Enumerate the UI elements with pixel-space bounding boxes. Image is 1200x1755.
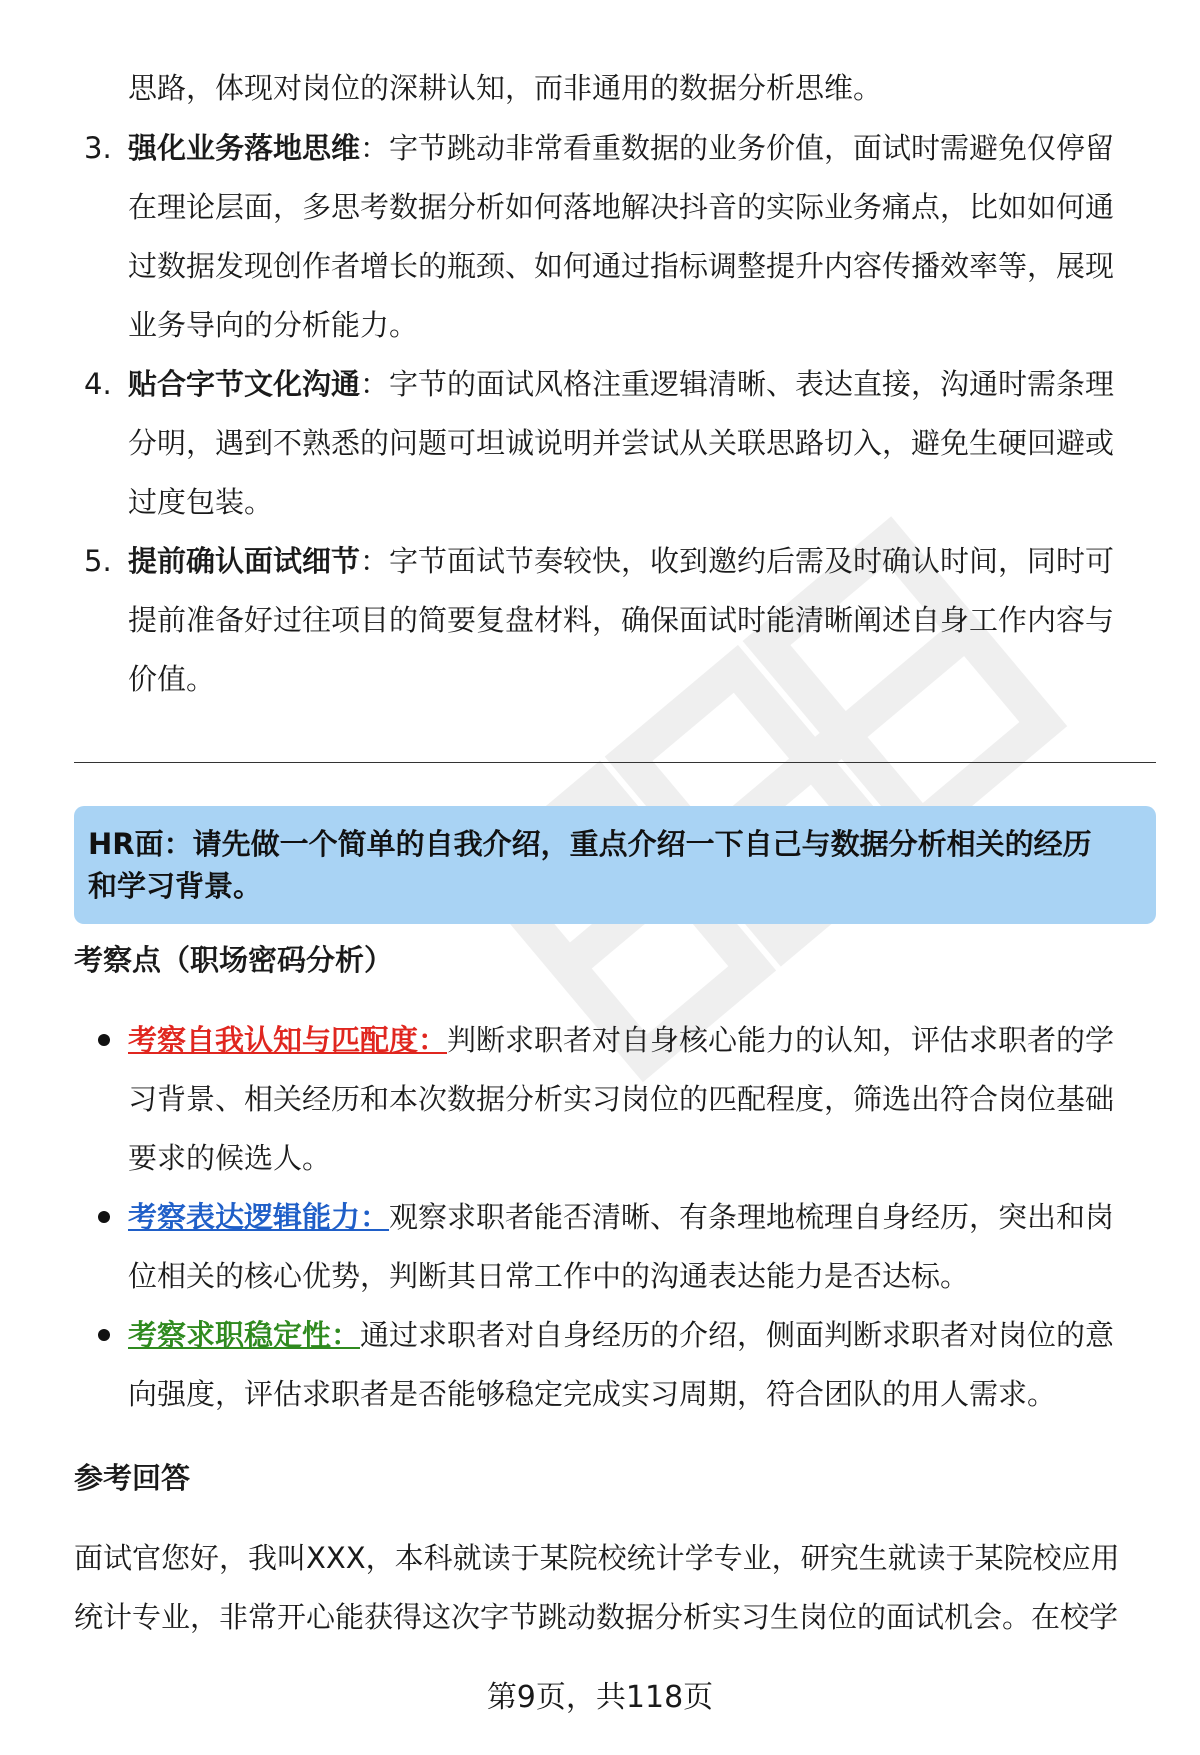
list-item-line: 过度包装。 — [128, 485, 274, 519]
list-item-line: 强化业务落地思维：字节跳动非常看重数据的业务价值，面试时需避免仅停留 — [128, 131, 1115, 165]
bullet-keyword: 考察表达逻辑能力： — [128, 1200, 390, 1234]
bullet-line: 向强度，评估求职者是否能够稳定完成实习周期，符合团队的用人需求。 — [128, 1377, 1057, 1411]
bullet-dot — [98, 1034, 110, 1046]
list-number: 4. — [84, 367, 112, 401]
list-item-line: 过数据发现创作者增长的瓶颈、如何通过指标调整提升内容传播效率等，展现 — [128, 249, 1115, 283]
bullet-dot — [98, 1329, 110, 1341]
question-line: 和学习背景。 — [88, 869, 263, 903]
list-item-title: 强化业务落地思维 — [128, 131, 361, 165]
bullet-keyword: 考察求职稳定性： — [128, 1318, 361, 1352]
list-item-line: 提前确认面试细节：字节面试节奏较快，收到邀约后需及时确认时间，同时可 — [128, 544, 1115, 578]
bullet-dot — [98, 1211, 110, 1223]
assessment-heading: 考察点（职场密码分析） — [74, 943, 394, 977]
continuation-text: 思路，体现对岗位的深耕认知，而非通用的数据分析思维。 — [128, 71, 883, 105]
list-item-line: 业务导向的分析能力。 — [128, 308, 419, 342]
page-footer: 第9页，共118页 — [486, 1680, 714, 1715]
bullet-line: 考察自我认知与匹配度：判断求职者对自身核心能力的认知，评估求职者的学 — [128, 1023, 1115, 1057]
question-line: HR面：请先做一个简单的自我介绍，重点介绍一下自己与数据分析相关的经历 — [88, 827, 1092, 861]
bullet-line: 考察表达逻辑能力：观察求职者能否清晰、有条理地梳理自身经历，突出和岗 — [128, 1200, 1115, 1234]
list-item-line: 在理论层面，多思考数据分析如何落地解决抖音的实际业务痛点，比如如何通 — [128, 190, 1115, 224]
reference-line: 面试官您好，我叫XXX，本科就读于某院校统计学专业，研究生就读于某院校应用 — [74, 1541, 1120, 1575]
reference-heading: 参考回答 — [74, 1461, 191, 1495]
bullet-line: 习背景、相关经历和本次数据分析实习岗位的匹配程度，筛选出符合岗位基础 — [128, 1082, 1115, 1116]
list-item-line: 提前准备好过往项目的简要复盘材料，确保面试时能清晰阐述自身工作内容与 — [128, 603, 1115, 637]
bullet-line: 要求的候选人。 — [128, 1141, 332, 1175]
list-item-title: 贴合字节文化沟通 — [128, 367, 361, 401]
reference-line: 统计专业，非常开心能获得这次字节跳动数据分析实习生岗位的面试机会。在校学 — [74, 1600, 1119, 1634]
question-box — [74, 806, 1156, 924]
list-number: 3. — [84, 131, 112, 165]
list-item-line: 贴合字节文化沟通：字节的面试风格注重逻辑清晰、表达直接，沟通时需条理 — [128, 367, 1115, 401]
list-item-line: 分明，遇到不熟悉的问题可坦诚说明并尝试从关联思路切入，避免生硬回避或 — [128, 426, 1115, 460]
list-item-line: 价值。 — [128, 662, 216, 696]
list-number: 5. — [84, 544, 112, 578]
bullet-line: 考察求职稳定性：通过求职者对自身经历的介绍，侧面判断求职者对岗位的意 — [128, 1318, 1115, 1352]
list-item-title: 提前确认面试细节 — [128, 544, 361, 578]
bullet-line: 位相关的核心优势，判断其日常工作中的沟通表达能力是否达标。 — [128, 1259, 970, 1293]
section-divider — [74, 762, 1156, 763]
bullet-keyword: 考察自我认知与匹配度： — [128, 1023, 448, 1057]
